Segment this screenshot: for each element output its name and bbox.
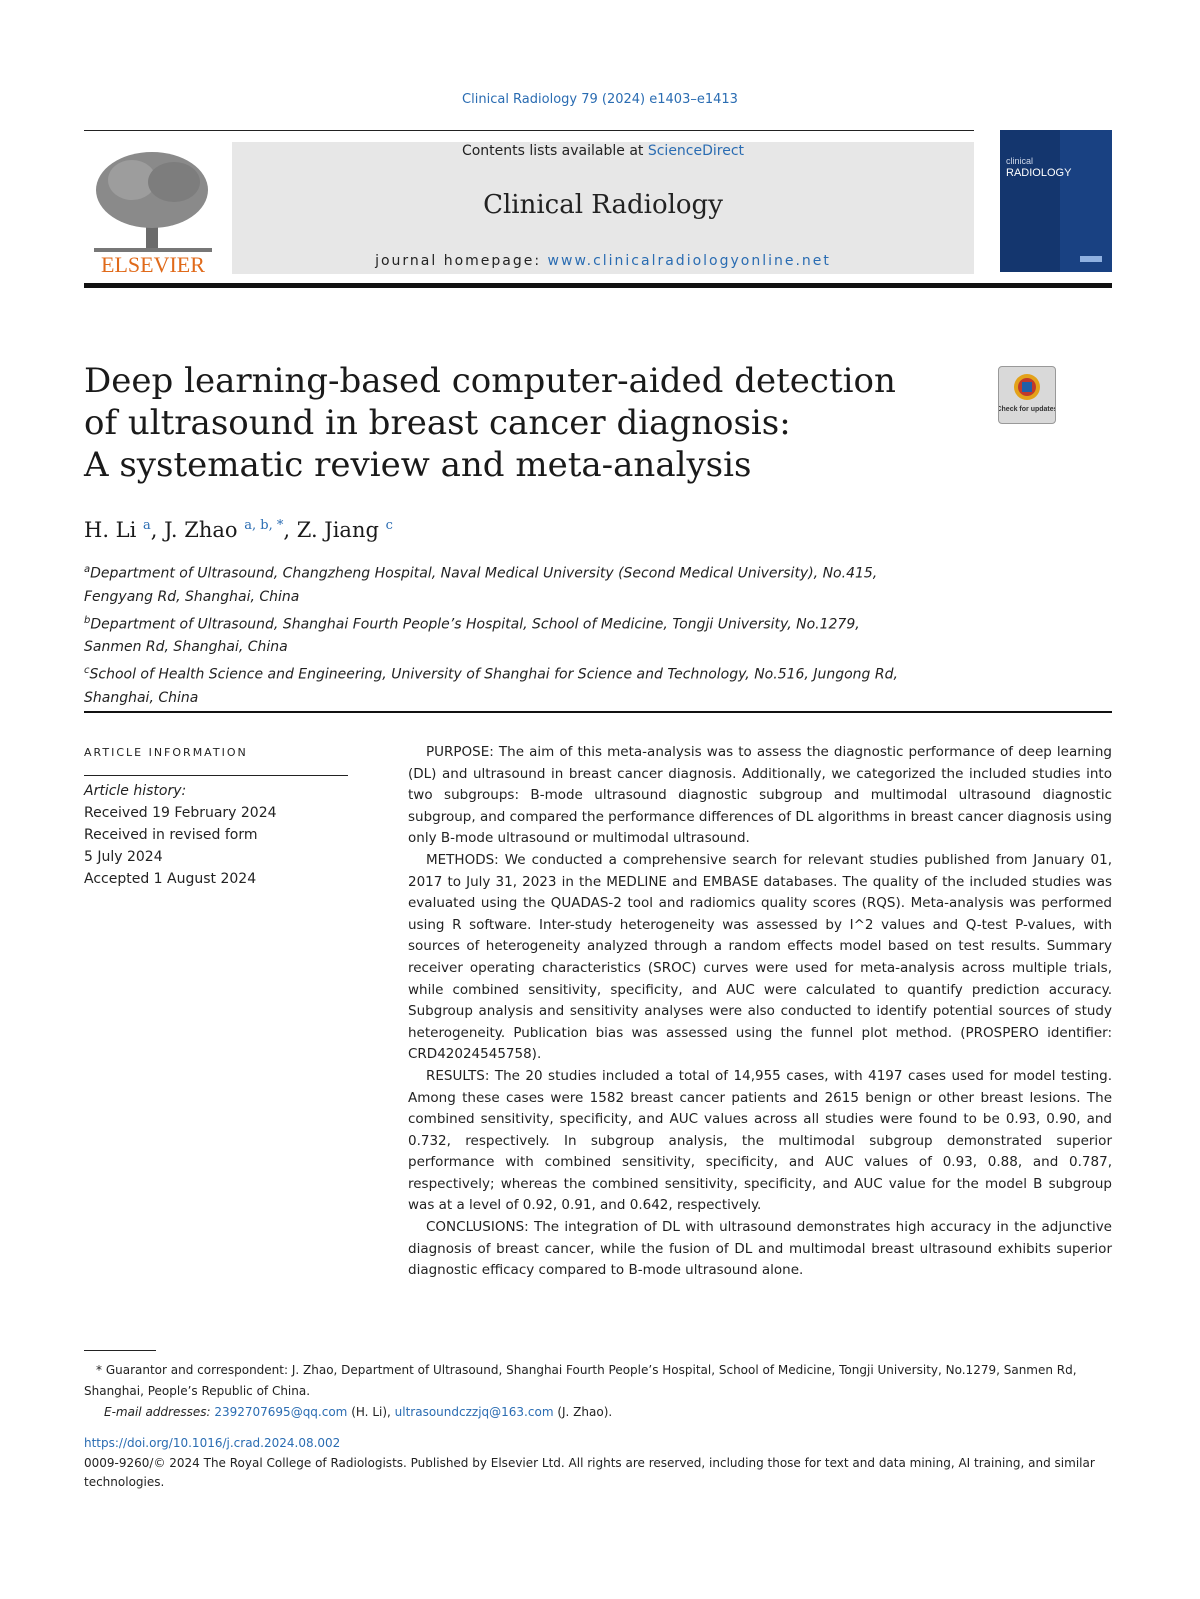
homepage-link[interactable]: www.clinicalradiologyonline.net <box>547 253 831 269</box>
correspondent-note: * Guarantor and correspondent: J. Zhao, Department of Ultrasound, Shanghai Fourth People’s Hospital, School of Medicine, Tongji University, No.1279, Sanmen Rd, Shanghai, People’s Republic of China. <box>84 1363 1077 1398</box>
affiliation-item <box>84 558 1004 609</box>
contents-prefix: Contents lists available at <box>461 143 648 159</box>
affiliation-item <box>84 659 1004 710</box>
journal-homepage <box>232 253 974 269</box>
history-label: Article history: <box>84 783 187 799</box>
abstract <box>408 742 1112 1282</box>
article-info-rule <box>84 775 348 776</box>
title-line: Deep learning-based computer-aided detection <box>84 361 896 401</box>
title-line: A systematic review and meta-analysis <box>84 445 752 485</box>
journal-citation[interactable]: Clinical Radiology 79 (2024) e1403–e1413 <box>462 92 738 107</box>
affiliation-item <box>84 609 1004 660</box>
affiliations <box>84 558 1004 710</box>
elsevier-tree-icon <box>84 140 222 276</box>
email-note <box>84 1402 1112 1423</box>
author-affiliation-marker[interactable]: c <box>385 518 393 533</box>
email-link[interactable]: 2392707695@qq.com <box>214 1405 348 1419</box>
abstract-purpose: PURPOSE: The aim of this meta-analysis was to assess the diagnostic performance of deep learning (DL) and ultrasound in breast cancer diagnosis. Additionally, we categorized the included studies into two subgroups: B-mode ultrasound diagnostic subgroup and multimodal ultrasound diagnostic subgroup, and compared the performance differences of DL algorithms in breast cancer diagnosis using only B-mode ultrasound or multimodal ultrasound. <box>408 744 1113 847</box>
article-title <box>84 360 964 486</box>
author-name[interactable]: Z. Jiang <box>296 518 379 542</box>
author-name[interactable]: J. Zhao <box>164 518 238 542</box>
affiliation-text: Department of Ultrasound, Shanghai Fourth People’s Hospital, School of Medicine, Tongji University, No.1279, <box>90 616 860 633</box>
abstract-results: RESULTS: The 20 studies included a total of 14,955 cases, with 4197 cases used for model testing. Among these cases were 1582 breast cancer patients and 2615 benign or other breast lesions. The combined sensitivity, specificity, and AUC values across all studies were found to be 0.93, 0.90, and 0.732, respectively. In subgroup analysis, the multimodal subgroup demonstrated superior performance with combined sensitivity, specificity, and AUC values of 0.93, 0.88, and 0.787, respectively; whereas the combined sensitivity, specificity, and AUC value for the model B subgroup was at a level of 0.92, 0.91, and 0.642, respectively. <box>408 1067 1112 1214</box>
affiliation-marker: a <box>84 564 91 575</box>
affiliation-text: School of Health Science and Engineering, University of Shanghai for Science and Technology, No.516, Jungong Rd, <box>89 666 898 683</box>
history-line: Received in revised form <box>84 827 258 843</box>
sciencedirect-link[interactable]: ScienceDirect <box>647 143 745 159</box>
author-separator: , <box>150 518 165 542</box>
homepage-prefix: journal homepage: <box>375 253 548 269</box>
affiliation-text: Shanghai, China <box>84 689 199 706</box>
article-info-heading: ARTICLE INFORMATION <box>84 746 248 759</box>
affiliation-text: Fengyang Rd, Shanghai, China <box>84 588 300 605</box>
check-for-updates-badge[interactable] <box>998 366 1056 424</box>
copyright-notice: 0009-9260/© 2024 The Royal College of Radiologists. Published by Elsevier Ltd. All rights are reserved, including those for text and data mining, AI training, and similar technologies. <box>84 1456 1095 1489</box>
svg-text:clinical: clinical <box>1006 156 1034 166</box>
svg-text:ELSEVIER: ELSEVIER <box>101 252 205 276</box>
email-label: E-mail addresses: <box>104 1405 215 1419</box>
history-line: Received 19 February 2024 <box>84 805 277 821</box>
svg-text:Check for updates: Check for updates <box>999 406 1055 413</box>
affiliation-text: Department of Ultrasound, Changzheng Hospital, Naval Medical University (Second Medical University), No.415, <box>90 565 878 582</box>
contents-line <box>232 143 974 159</box>
email-link[interactable]: ultrasoundczzjq@163.com <box>394 1405 554 1419</box>
author-separator: , <box>283 518 297 542</box>
author-affiliation-marker[interactable]: a <box>143 518 151 533</box>
history-line: Accepted 1 August 2024 <box>84 871 257 887</box>
abstract-methods: METHODS: We conducted a comprehensive search for relevant studies published from January 01, 2017 to July 31, 2023 in the MEDLINE and EMBASE databases. The quality of the included studies was evaluated using the QUADAS-2 tool and radiomics quality scores (RQS). Meta-analysis was performed using R software. Inter-study heterogeneity was assessed by I^2 values and Q-test P-values, with sources of heterogeneity analyzed through a random effects model based on test results. Summary receiver operating characteristics (SROC) curves were used for meta-analysis across multiple trials, while combined sensitivity, specificity, and AUC were calculated to quantify prediction accuracy. Subgroup analysis and sensitivity analyses were also conducted to identify potential sources of study heterogeneity. Publication bias was assessed using the funnel plot method. (PROSPERO identifier: CRD42024545758). <box>408 851 1112 1063</box>
doi-link[interactable]: https://doi.org/10.1016/j.crad.2024.08.002 <box>84 1436 341 1450</box>
author-affiliation-marker[interactable]: a, b, * <box>244 518 284 533</box>
journal-cover-image <box>1000 130 1112 272</box>
header-thick-rule <box>84 283 1112 288</box>
journal-name: Clinical Radiology <box>483 190 723 220</box>
svg-text:RADIOLOGY: RADIOLOGY <box>1006 167 1072 179</box>
history-line: 5 July 2024 <box>84 849 163 865</box>
email-owner: (J. Zhao). <box>553 1405 613 1419</box>
author-list <box>84 518 393 542</box>
article-history <box>84 780 277 890</box>
affiliation-marker: b <box>84 614 91 626</box>
check-for-updates-icon <box>999 367 1055 423</box>
title-line: of ultrasound in breast cancer diagnosis: <box>84 403 791 443</box>
footnotes <box>84 1360 1112 1423</box>
footnote-rule <box>84 1350 156 1351</box>
email-owner: (H. Li), <box>347 1405 395 1419</box>
author-name[interactable]: H. Li <box>84 518 137 542</box>
affiliation-text: Sanmen Rd, Shanghai, China <box>84 639 288 656</box>
affiliation-marker: c <box>84 665 90 677</box>
section-rule <box>84 711 1112 713</box>
abstract-conclusions: CONCLUSIONS: The integration of DL with ultrasound demonstrates high accuracy in the adjunctive diagnosis of breast cancer, while the fusion of DL and multimodal breast ultrasound exhibits superior diagnostic efficacy compared to B-mode ultrasound alone. <box>408 1219 1112 1279</box>
elsevier-logo <box>84 140 222 276</box>
header-rule <box>84 130 974 131</box>
